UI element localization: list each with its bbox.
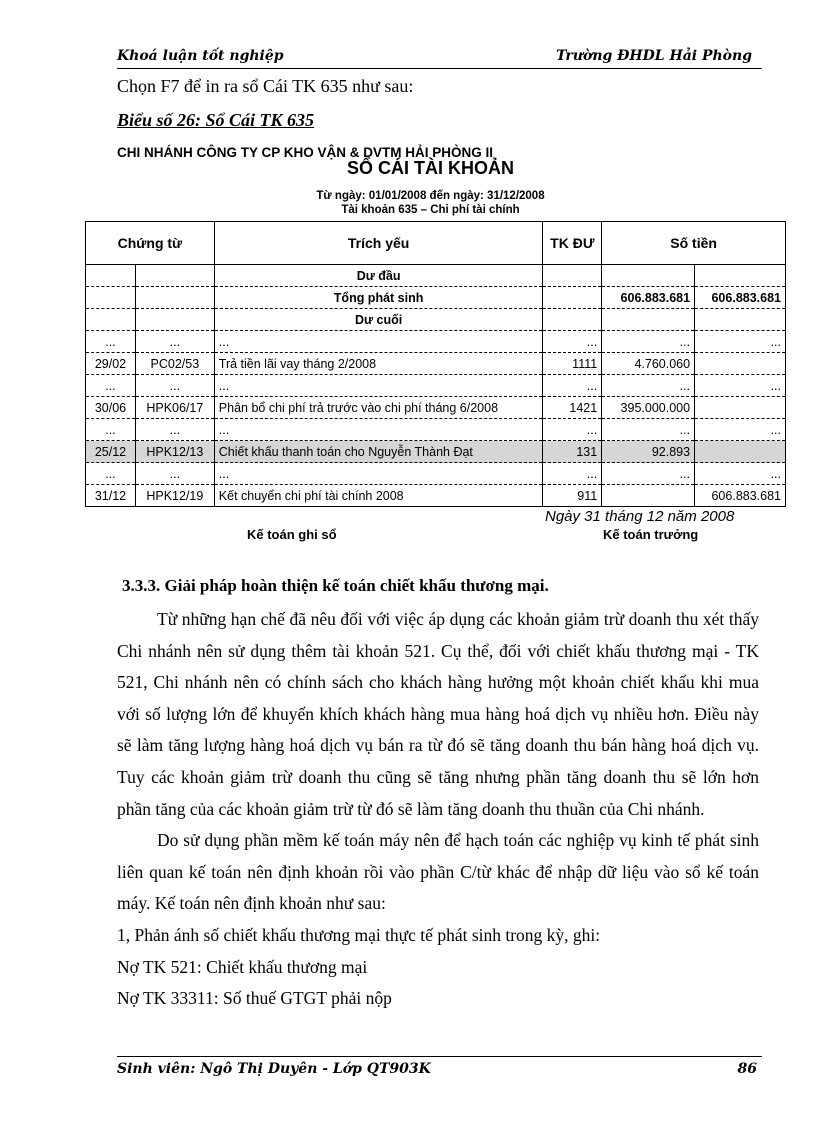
voucher-number: ... xyxy=(135,463,214,485)
voucher-date: ... xyxy=(86,375,136,397)
amount-credit xyxy=(695,265,786,287)
contra-account xyxy=(543,309,602,331)
voucher-date xyxy=(86,265,136,287)
sign-bookkeeper: Kế toán ghi sổ xyxy=(247,527,337,542)
ledger-title: SỔ CÁI TÀI KHOẢN xyxy=(346,158,514,178)
amount-debit: 92.893 xyxy=(602,441,695,463)
voucher-date: 25/12 xyxy=(86,441,136,463)
page-number: 86 xyxy=(737,1061,757,1077)
voucher-number xyxy=(135,265,214,287)
table-row xyxy=(86,331,786,353)
contra-account: 911 xyxy=(543,485,602,507)
amount-debit: 395.000.000 xyxy=(602,397,695,419)
voucher-date: 31/12 xyxy=(86,485,136,507)
amount-debit: ... xyxy=(602,331,695,353)
voucher-number: HPK12/19 xyxy=(135,485,214,507)
contra-account: ... xyxy=(543,463,602,485)
voucher-date xyxy=(86,309,136,331)
col-header-description: Trích yếu xyxy=(214,222,543,265)
contra-account xyxy=(543,265,602,287)
amount-debit: ... xyxy=(602,375,695,397)
amount-debit: ... xyxy=(602,463,695,485)
figure-title: Biểu số 26: Sổ Cái TK 635 xyxy=(117,110,315,130)
amount-credit: ... xyxy=(695,375,786,397)
amount-credit xyxy=(695,397,786,419)
description: ... xyxy=(214,375,543,397)
description: Trả tiền lãi vay tháng 2/2008 xyxy=(214,353,543,375)
voucher-number: ... xyxy=(135,419,214,441)
ledger-account: Tài khoản 635 – Chi phí tài chính xyxy=(341,204,520,216)
description: Tổng phát sinh xyxy=(214,287,543,309)
table-row xyxy=(86,441,786,463)
ledger-table xyxy=(85,221,786,507)
voucher-number: ... xyxy=(135,331,214,353)
amount-credit: ... xyxy=(695,463,786,485)
description: ... xyxy=(214,419,543,441)
voucher-date: ... xyxy=(86,419,136,441)
header-right: Trường ĐHDL Hải Phòng xyxy=(556,48,752,64)
table-row xyxy=(86,485,786,507)
sign-chief-accountant: Kế toán trưởng xyxy=(603,527,699,542)
voucher-number xyxy=(135,309,214,331)
description: Dư đầu xyxy=(214,265,543,287)
description: Chiết khấu thanh toán cho Nguyễn Thành Đạt xyxy=(214,441,543,463)
amount-credit: ... xyxy=(695,331,786,353)
amount-debit: 4.760.060 xyxy=(602,353,695,375)
amount-credit: 606.883.681 xyxy=(695,287,786,309)
amount-debit: ... xyxy=(602,419,695,441)
amount-debit xyxy=(602,265,695,287)
table-row xyxy=(86,265,786,287)
page-header xyxy=(117,48,762,69)
footer-student: Sinh viên: Ngô Thị Duyên - Lớp QT903K xyxy=(117,1061,431,1077)
contra-account xyxy=(543,287,602,309)
description: ... xyxy=(214,463,543,485)
contra-account: 1111 xyxy=(543,353,602,375)
paragraph: 1, Phản ánh số chiết khấu thương mại thực tế phát sinh trong kỳ, ghi: xyxy=(117,924,601,945)
amount-credit: ... xyxy=(695,419,786,441)
paragraph: Từ những hạn chế đã nêu đối với việc áp dụng các khoản giảm trừ doanh thu xét thấy Chi nhánh nên sử dụng thêm tài khoản 521. Cụ thể, đối với chiết khấu thương mại - TK 521, Chi nhánh nên có chính sách cho khách hàng hưởng một khoản chiết khấu khi mua với số lượng lớn để khuyến khích khách hàng mua hàng hoá dịch vụ nhiều hơn. Điều này sẽ làm tăng lượng hàng hoá dịch vụ bán ra từ đó sẽ tăng doanh thu bán hàng hoá dịch vụ. Tuy các khoản giảm trừ doanh thu cũng sẽ tăng nhưng phần tăng doanh thu sẽ lớn hơn phần tăng của các khoản giảm trừ từ đó sẽ làm tăng doanh thu thuần của Chi nhánh. xyxy=(117,609,759,819)
table-row xyxy=(86,463,786,485)
table-row xyxy=(86,419,786,441)
description: Dư cuối xyxy=(214,309,543,331)
table-row xyxy=(86,353,786,375)
voucher-number xyxy=(135,287,214,309)
header-left: Khoá luận tốt nghiệp xyxy=(117,48,284,64)
voucher-number: HPK12/13 xyxy=(135,441,214,463)
voucher-date: 30/06 xyxy=(86,397,136,419)
voucher-number: HPK06/17 xyxy=(135,397,214,419)
description: ... xyxy=(214,331,543,353)
paragraph: Do sử dụng phần mềm kế toán máy nên để hạch toán các nghiệp vụ kinh tế phát sinh liên quan kế toán nên định khoản rồi vào phần C/từ khác để nhập dữ liệu vào sổ kế toán máy. Kế toán nên định khoản như sau: xyxy=(117,830,759,914)
contra-account: 1421 xyxy=(543,397,602,419)
contra-account: ... xyxy=(543,419,602,441)
voucher-date xyxy=(86,287,136,309)
ledger-period: Từ ngày: 01/01/2008 đến ngày: 31/12/2008 xyxy=(316,190,545,202)
contra-account: 131 xyxy=(543,441,602,463)
ledger-date: Ngày 31 tháng 12 năm 2008 xyxy=(545,508,735,525)
voucher-date: 29/02 xyxy=(86,353,136,375)
table-row xyxy=(86,375,786,397)
amount-debit xyxy=(602,309,695,331)
description: Kết chuyển chi phí tài chính 2008 xyxy=(214,485,543,507)
table-row xyxy=(86,309,786,331)
body-text xyxy=(117,604,759,1015)
voucher-number: ... xyxy=(135,375,214,397)
paragraph: Nợ TK 521: Chiết khấu thương mại xyxy=(117,956,368,977)
amount-credit xyxy=(695,309,786,331)
col-header-amount: Số tiền xyxy=(602,222,786,265)
company-name: CHI NHÁNH CÔNG TY CP KHO VẬN & DVTM HẢI PHÒNG II xyxy=(117,145,494,160)
page-footer xyxy=(117,1056,762,1077)
voucher-number: PC02/53 xyxy=(135,353,214,375)
amount-debit: 606.883.681 xyxy=(602,287,695,309)
table-row xyxy=(86,397,786,419)
voucher-date: ... xyxy=(86,463,136,485)
amount-credit xyxy=(695,441,786,463)
voucher-date: ... xyxy=(86,331,136,353)
intro-text: Chọn F7 để in ra sổ Cái TK 635 như sau: xyxy=(117,76,414,96)
contra-account: ... xyxy=(543,331,602,353)
col-header-voucher: Chứng từ xyxy=(86,222,215,265)
col-header-account: TK ĐƯ xyxy=(543,222,602,265)
amount-debit xyxy=(602,485,695,507)
description: Phân bổ chi phí trả trước vào chi phí tháng 6/2008 xyxy=(214,397,543,419)
amount-credit xyxy=(695,353,786,375)
paragraph: Nợ TK 33311: Số thuế GTGT phải nộp xyxy=(117,988,392,1009)
contra-account: ... xyxy=(543,375,602,397)
amount-credit: 606.883.681 xyxy=(695,485,786,507)
section-title: 3.3.3. Giải pháp hoàn thiện kế toán chiết khấu thương mại. xyxy=(122,576,549,595)
table-row xyxy=(86,287,786,309)
